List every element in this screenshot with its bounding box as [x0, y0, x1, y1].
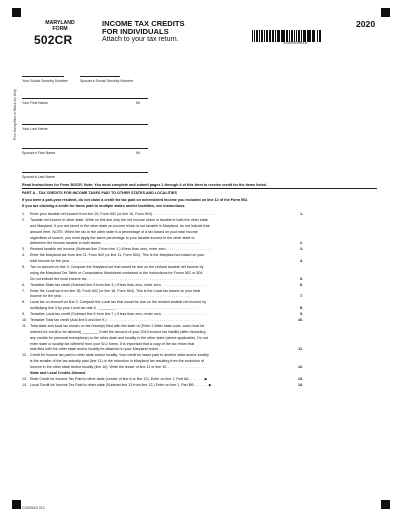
form-state-label	[30, 20, 90, 32]
line-reference: 11.	[298, 347, 303, 352]
registration-mark-bottom-right	[381, 500, 390, 509]
form-subtitle: Attach to your tax return.	[102, 36, 179, 43]
barcode-bar	[294, 30, 295, 42]
barcode-bar	[252, 30, 253, 42]
line-reference: 6.	[299, 282, 303, 287]
barcode-bar	[278, 30, 280, 42]
line-text: multiplying line 3 by your Local tax rate 0 . ________ . . . . . . . . . . . . . . . . . . . . . . . . . . . . . . . . . . . . . . . .	[30, 306, 196, 311]
line-reference: 4.	[299, 259, 303, 264]
form-line	[22, 383, 377, 389]
registration-mark-bottom-left	[12, 500, 21, 509]
line-reference: 9.	[299, 312, 303, 317]
line-reference: 14.	[297, 382, 303, 387]
line-text: Tentative Total tax credit (Add line 6 and line 9.) . . . . . . . . . . . . . . . . . . . . . . . . . . . . . . . . . . . . . . . . . . . . .	[30, 318, 198, 323]
form-title-line2: FOR INDIVIDUALS	[102, 27, 169, 36]
barcode-bar	[269, 30, 271, 42]
barcode-bar	[257, 30, 258, 42]
spouse-ssn-label: Spouse's Social Security Number	[80, 79, 134, 83]
ssn-field[interactable]	[22, 76, 64, 77]
line-text: was filed with the other state and/or locality be attached to your Maryland return. . . . . . . . . . . . . .	[30, 347, 186, 352]
line-reference: 10.	[297, 318, 303, 323]
part-a-intro-1: If you were a part-year resident, do not claim a credit for tax paid on nonresident income you included on line 12 of the Form 502.	[22, 198, 249, 202]
spouse-last-name-field[interactable]	[22, 172, 148, 173]
line-text: Local tax on amount on line 3. Compute the Local tax that would be due on the revised taxable net income by	[30, 300, 207, 305]
part-a-lines	[22, 212, 377, 389]
registration-mark-top-right	[381, 8, 390, 17]
spouse-mi-field[interactable]	[135, 148, 148, 149]
line-text: Tentative Local tax credit (Subtract line 8 from line 7.) If less than zero, enter zero . . . . . . . . . . . . . . . . . . . . . .	[30, 312, 206, 317]
line-reference: 7.	[299, 294, 303, 299]
part-a-heading: PART A - TAX CREDITS FOR INCOME TAXES PAID TO OTHER STATES AND LOCALITIES	[22, 191, 177, 195]
spouse-first-name-field[interactable]	[22, 148, 148, 149]
line-text: Taxable net income in other state. Write on this line only the net income which is taxable in both the other state	[30, 217, 208, 222]
barcode-bar	[267, 30, 268, 42]
line-number: 14.	[22, 382, 28, 387]
line-text: using the Maryland Tax Table or Computation Worksheet contained in the instructions for Forms 502 or 504.	[30, 270, 204, 275]
form-number: 502CR	[34, 33, 73, 47]
line-text: State Credit for Income Tax Paid to other state (Lesser of line 6 or line 12). Enter on line 1, Part AA. . . . . . . . ▶	[30, 376, 208, 381]
barcode-bar	[292, 30, 294, 42]
line-text: State and Local Credits Allowed	[30, 371, 86, 376]
line-text: amount here. NOTE: When the tax in the other state is a percentage of a tax based on your total income	[30, 229, 198, 234]
line-text: Revised taxable net income (Subtract line 2 from line 1.) If less than zero, enter zero. . . . . . . . . . . . . . . . . . . . . . .	[30, 247, 212, 252]
ink-instruction-note: Print Using Blue or Black Ink Only	[13, 89, 17, 140]
line-reference: 8.	[299, 306, 303, 311]
mi-field[interactable]	[135, 98, 148, 99]
line-reference: 2.	[299, 241, 303, 246]
line-number: 10.	[22, 318, 28, 323]
last-name-field[interactable]	[22, 124, 148, 125]
barcode-bar	[320, 30, 321, 42]
line-number: 6.	[22, 282, 26, 287]
first-name-label: Your First Name	[22, 101, 48, 105]
line-reference: 12.	[297, 365, 303, 370]
part-a-intro-2: If you are claiming a credit for taxes paid to multiple states and/or localities, see instructions.	[22, 204, 186, 208]
line-text: regardless of source, you must apply the same percentage to your taxable income in the other state to	[30, 235, 195, 240]
barcode-bar	[314, 30, 315, 42]
line-text: entered for credit to be allowed) ________ Enter the amount of your 2020 income tax liability (after deducting	[30, 329, 206, 334]
barcode-bar	[283, 30, 284, 42]
line-number: 12.	[22, 353, 28, 358]
line-text: Tax on amount on line 3. Compute the Maryland tax that would be due on the revised taxable net income by	[30, 265, 204, 270]
line-text: income for the year. . . . . . . . . . . . . . . . . . . . . . . . . . . . . . . . . . . . . . . . . . . . . . . . . . . . . . . . . . . . . . . . .	[30, 294, 192, 299]
spouse-ssn-field[interactable]	[80, 76, 120, 77]
line-reference: 13.	[297, 376, 303, 381]
line-number: 5.	[22, 265, 26, 270]
first-name-field[interactable]	[22, 98, 148, 99]
line-text: any credits for personal exemptions) to the other state and locality in the other state (where applicable). Do not	[30, 335, 208, 340]
line-number: 8.	[22, 300, 26, 305]
line-text: Enter the Maryland tax from line 21, Form 502 (or line 11, Form 504). This is the Maryland tax based on your	[30, 253, 205, 258]
last-name-label: Your Last Name	[22, 127, 48, 131]
barcode-block	[252, 30, 338, 46]
line-reference: 5.	[299, 276, 303, 281]
barcode-bar	[262, 30, 263, 42]
barcode-bar	[259, 30, 261, 42]
spouse-first-name-label: Spouse's First Name	[22, 151, 56, 155]
instructions-note: Read Instructions for Form 502CR. Note: You must complete and submit pages 1 through 4 of this form to receive credit for the items listed.	[22, 183, 267, 187]
barcode-bar	[304, 30, 306, 42]
line-number: 1.	[22, 212, 26, 216]
form-word: FORM	[52, 26, 68, 32]
spouse-mi-label: MI	[136, 151, 140, 155]
line-text: and Maryland. If you are taxed in the other state on income which is not taxable in Maryland, do not include that	[30, 223, 210, 228]
line-text: Enter the Local tax from line 28, Form 502 (or line 18, Form 504). This is the Local tax based on your total	[30, 288, 201, 293]
registration-mark-top-left	[12, 8, 21, 17]
barcode-bar	[309, 30, 310, 42]
state-name: MARYLAND	[45, 20, 75, 26]
line-number: 7.	[22, 288, 26, 293]
line-text: enter state or locality tax withheld from your W-2 forms. It is important that a copy of the tax return that	[30, 341, 195, 346]
line-text: determine the income taxable in both states. . . . . . . . . . . . . . . . . . . . . . . . . . . . . . . . . . . . . . . . . . . . . . . . .	[30, 241, 199, 246]
line-text: Local Credit for Income Tax Paid to other state (Subtract line 13 from line 12.) Enter on line 1, Part BB . . . . . . . ▶	[30, 382, 212, 387]
barcode	[252, 30, 338, 42]
line-text: total income for the year. . . . . . . . . . . . . . . . . . . . . . . . . . . . . . . . . . . . . . . . . . . . . . . . . . . . . . . . . . . . . .	[30, 259, 194, 264]
line-text: Enter your taxable net income from line 20, Form 502 (or line 10, Form 504) . . . . . . . . . . . . . . . . . . . . . . . . . . . . . . . .	[30, 212, 217, 216]
line-text: Total state and local tax shown on tax return(s) filed with the state of (Enter 2-letter state code, code must be	[30, 323, 205, 328]
mi-label: MI	[136, 101, 140, 105]
line-text: Do not include the local income tax . . . . . . . . . . . . . . . . . . . . . . . . . . . . . . . . . . . . . . . . . . . . . . . . . . . . .	[30, 276, 194, 281]
spouse-last-name-label: Spouse's Last Name	[22, 175, 56, 179]
form-title-line1: INCOME TAX CREDITS	[102, 19, 185, 28]
line-reference: 1.	[299, 212, 303, 216]
line-reference: 3.	[299, 247, 303, 252]
form-title-block	[102, 20, 185, 44]
line-text: Tentative State tax credit (Subtract line 5 from line 4.) If less than zero, enter zero. . . . . . . . . . . . . . . . . . . . . . .	[30, 282, 207, 287]
barcode-bar	[289, 30, 290, 42]
tax-year: 2020	[356, 19, 376, 29]
line-text: Credit for income tax paid to other state and/or locality. Your credit for taxes paid to another state and/or locality	[30, 353, 209, 358]
line-number: 11.	[22, 323, 27, 328]
line-number: 13.	[22, 376, 28, 381]
barcode-number: 20502CR049	[282, 42, 307, 46]
line-text: income in the other state and/or locality (line 10). Write the lesser of line 11 or line 10. . . . . . . . . . . . . . . . . . . .	[30, 365, 206, 370]
ssn-label: Your Social Security Number	[22, 79, 68, 83]
barcode-bar	[317, 30, 319, 42]
line-number: 9.	[22, 312, 26, 317]
line-text: is the smaller of the tax actually paid (line 11) or the reduction in Maryland tax resulting from the exclusion of	[30, 359, 204, 364]
line-number: 3.	[22, 247, 26, 252]
footer-form-code: COM/RAD 012	[22, 506, 45, 510]
line-number: 2.	[22, 217, 26, 222]
barcode-bar	[273, 30, 274, 42]
section-divider	[22, 188, 377, 189]
barcode-bar	[299, 30, 300, 42]
line-number: 4.	[22, 253, 26, 258]
